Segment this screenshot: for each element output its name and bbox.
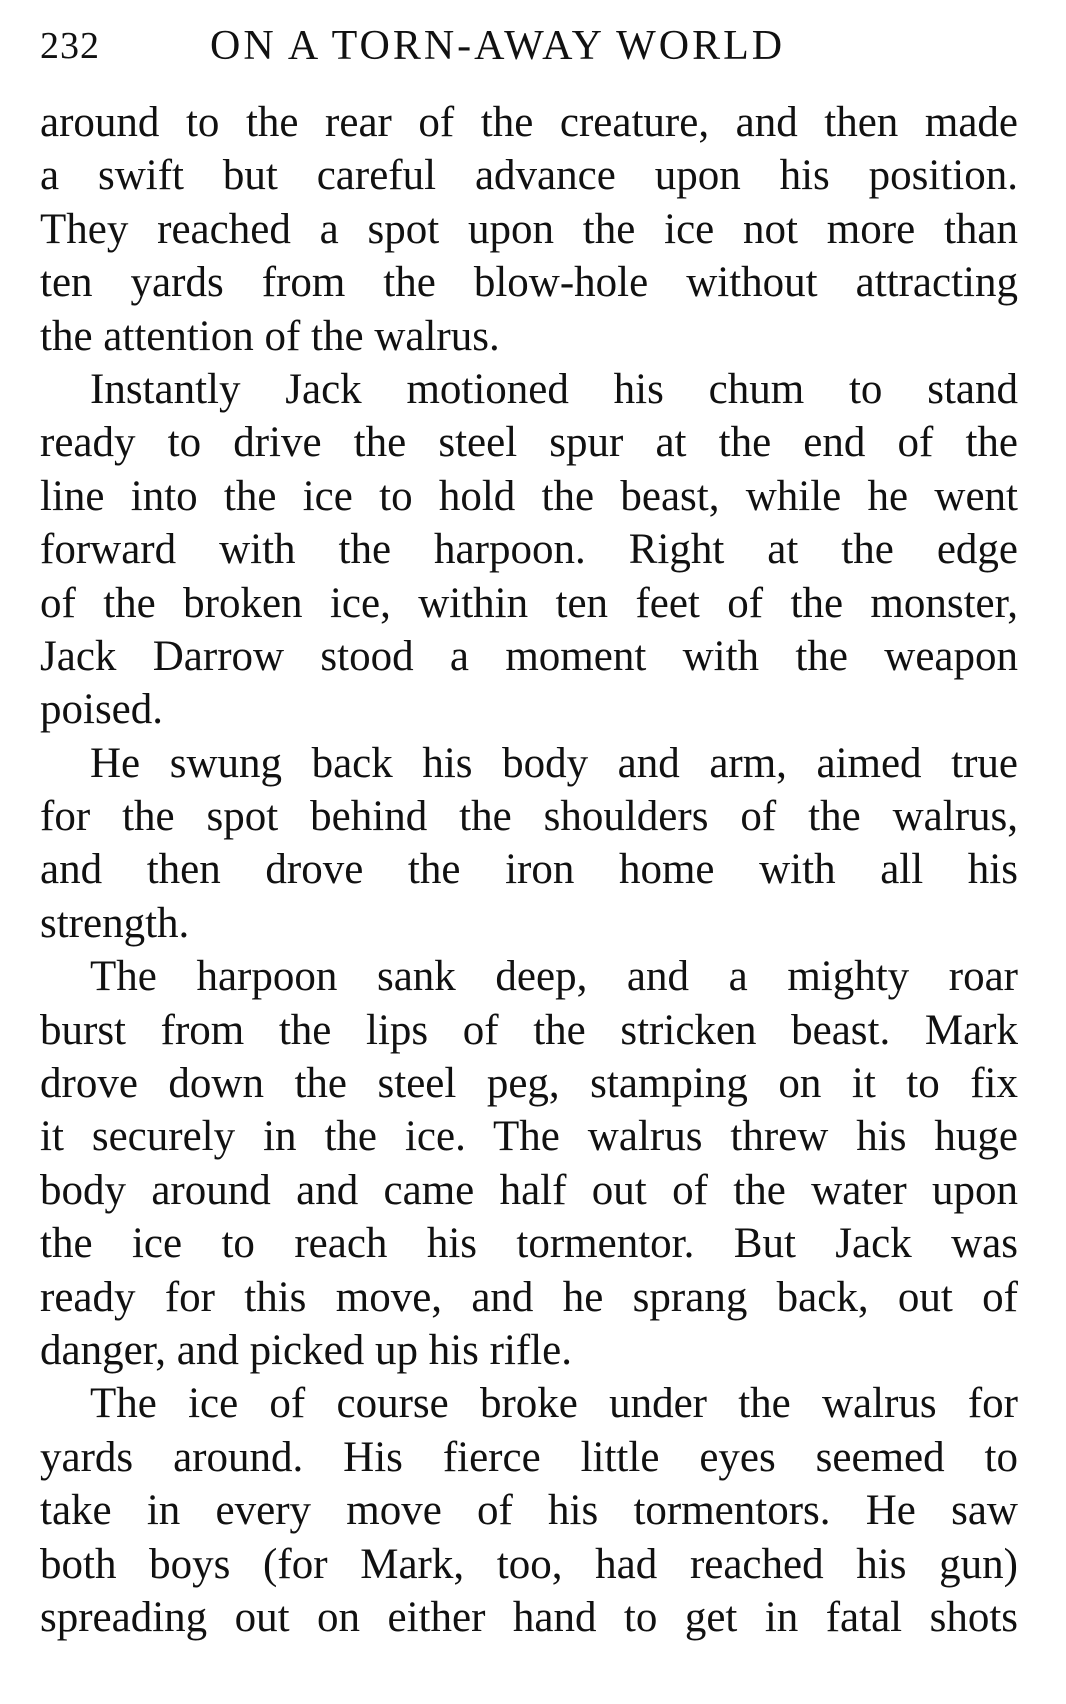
text-line: danger, and picked up his rifle.	[40, 1326, 573, 1374]
running-title: ON A TORN-AWAY WORLD	[210, 23, 786, 69]
text-line: ready for this move, and he sprang back, out of	[40, 1273, 1018, 1321]
text-line: take in every move of his tormentors. He saw	[40, 1487, 1018, 1535]
page-number: 232	[40, 25, 100, 67]
text-line: body around and came half out of the water upon	[40, 1166, 1018, 1214]
text-line: Instantly Jack motioned his chum to stand	[90, 365, 1018, 413]
text-line: burst from the lips of the stricken beast. Mark	[40, 1006, 1018, 1054]
text-line: Jack Darrow stood a moment with the weapon	[40, 632, 1018, 680]
text-line: poised.	[40, 686, 164, 734]
text-line: and then drove the iron home with all his	[40, 846, 1018, 894]
text-line: the ice to reach his tormentor. But Jack was	[40, 1220, 1018, 1268]
text-line: The ice of course broke under the walrus for	[90, 1380, 1018, 1428]
page-header	[40, 22, 1000, 82]
text-line: it securely in the ice. The walrus threw his huge	[40, 1113, 1018, 1161]
text-line: ready to drive the steel spur at the end of the	[40, 419, 1018, 467]
text-line: of the broken ice, within ten feet of the monster,	[40, 579, 1018, 627]
text-line: He swung back his body and arm, aimed true	[90, 739, 1018, 787]
text-line: strength.	[40, 899, 190, 947]
text-line: They reached a spot upon the ice not more than	[40, 205, 1018, 253]
text-line: The harpoon sank deep, and a mighty roar	[90, 953, 1018, 1001]
text-line: for the spot behind the shoulders of the walrus,	[40, 793, 1018, 841]
text-line: forward with the harpoon. Right at the edge	[40, 526, 1018, 574]
body-text	[40, 96, 1018, 1644]
text-line: ten yards from the blow-hole without attracting	[40, 259, 1018, 307]
text-line: a swift but careful advance upon his position.	[40, 152, 1018, 200]
text-line: spreading out on either hand to get in fatal shots	[40, 1593, 1018, 1641]
text-line: around to the rear of the creature, and then made	[40, 99, 1018, 146]
text-line: yards around. His fierce little eyes seemed to	[40, 1433, 1018, 1481]
text-line: drove down the steel peg, stamping on it to fix	[40, 1060, 1018, 1108]
text-line: both boys (for Mark, too, had reached his gun)	[40, 1540, 1018, 1588]
text-line: the attention of the walrus.	[40, 312, 500, 360]
text-line: line into the ice to hold the beast, while he went	[40, 472, 1018, 520]
